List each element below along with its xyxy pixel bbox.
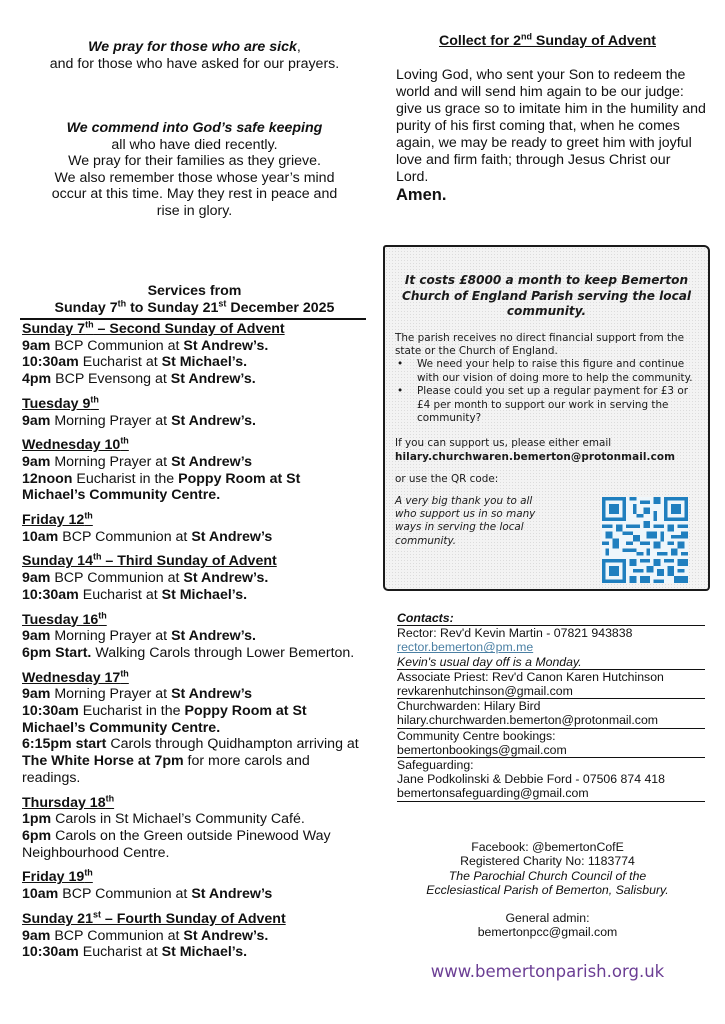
service-emphasis: 6pm [22,827,52,844]
service-emphasis: 9am [22,412,51,429]
pcc-line: Ecclesiastical Parish of Bemerton, Salisbury. [426,882,669,897]
prayer-departed-heading: We commend into God’s safe keeping [66,120,323,136]
day-name: Sunday 14 [22,553,93,570]
contacts-title: Contacts: [397,611,705,626]
services-heading-line1: Services from [147,283,242,299]
service-line [22,886,367,903]
donation-support-text: If you can support us, please either email [395,437,612,450]
day-name: Wednesday 10 [22,437,121,454]
contact-email: revkarenhutchinson@gmail.com [397,684,573,699]
day-ordinal: th [120,667,129,678]
donation-support [395,437,698,464]
contact-line: Associate Priest: Rev'd Canon Karen Hutchinson [397,669,664,684]
service-day [22,792,367,862]
service-line [22,471,367,504]
service-emphasis: 9am [22,628,51,645]
rector-day-off-note: Kevin's usual day off is a Monday. [397,654,582,669]
service-emphasis: St Andrew’s. [171,628,256,645]
service-text: Walking Carols through Lower Bemerton. [91,644,355,661]
day-name: Thursday 18 [22,794,106,811]
admin-email: bemertonpcc@gmail.com [477,925,618,940]
service-emphasis: 1pm [22,811,52,828]
service-emphasis: 9am [22,453,51,470]
service-line [22,645,367,662]
service-day-heading [22,553,277,570]
service-line [22,587,367,604]
prayer-sick-line1 [22,39,367,56]
service-day-heading [22,437,129,454]
donation-bullet: • Please could you set up a regular payment for £3 or £4 per month to support our work in serving the community? [395,385,698,425]
service-day [22,869,367,902]
contact-bookings [397,729,705,758]
service-day [22,437,367,504]
donation-thanks: A very big thank you to all who support us in so many ways in serving the local community. [395,494,536,547]
collect-body [396,67,706,205]
service-line [22,413,367,430]
contact-line: Churchwarden: Hilary Bird [397,699,541,714]
service-emphasis: St Andrew’s. [183,337,269,354]
website-link[interactable]: www.bemertonparish.org.uk [430,962,665,981]
contact-email: hilary.churchwarden.bemerton@protonmail.com [397,713,659,728]
prayer-departed [22,120,367,220]
donation-bullet: • We need your help to raise this figure and continue with our vision of doing more to help the community. [395,358,698,385]
contact-email: bemertonsafeguarding@gmail.com [397,786,589,801]
service-emphasis: St Andrew’s [171,686,252,703]
service-text: Morning Prayer at [50,412,172,429]
service-emphasis: 12noon [22,470,73,487]
donation-title: It costs £8000 a month to keep Bemerton Church of England Parish serving the local community. [401,273,692,318]
collect-title [385,33,710,49]
donation-bullets [395,358,698,425]
service-emphasis: 9am [22,570,51,587]
facebook-handle: Facebook: @bemertonCofE [471,840,624,854]
service-emphasis: 6:15pm start [22,736,107,753]
services-heading-sup: th [117,298,127,309]
service-line [22,529,367,546]
service-day [22,512,367,545]
service-line [22,944,367,961]
service-text: Eucharist at [78,586,162,603]
service-day [22,396,367,429]
service-day [22,609,367,662]
service-day-heading [22,321,285,338]
service-emphasis: St Michael’s. [161,586,248,603]
prayer-departed-line: all who have died recently. [111,136,278,153]
footer-info [385,840,710,940]
service-day-heading [22,911,286,928]
day-ordinal: th [84,510,93,521]
prayer-sick [22,39,367,72]
service-text: BCP Communion at [58,886,192,903]
pcc-line: The Parochial Church Council of the [448,868,647,883]
service-emphasis: 10:30am [22,703,79,720]
service-emphasis: St Andrew’s. [171,412,256,429]
service-text: Carols through Quidhampton arriving at [106,736,359,753]
contact-safeguarding [397,758,705,802]
service-emphasis: St Andrew’s. [170,371,256,388]
service-line [22,828,367,861]
contact-line: Rector: Rev'd Kevin Martin - 07821 943838 [397,626,633,641]
donation-email-link[interactable]: hilary.churchwaren.bemerton@protonmail.com [395,450,675,463]
prayer-departed-line: We pray for their families as they grieve. [68,153,321,170]
collect-title-sup: nd [520,31,532,42]
collect-title-part: Sunday of Advent [531,33,656,49]
day-ordinal: th [84,867,93,878]
service-emphasis: Poppy Room at St Michael’s Community Centre. [22,703,307,736]
service-day-heading [22,396,99,413]
day-ordinal: th [92,551,102,562]
service-text: Morning Prayer at [50,453,172,470]
service-day [22,911,367,961]
service-day [22,321,367,388]
service-day-heading [22,869,93,886]
services-heading-part: December 2025 [226,299,335,316]
service-emphasis: Poppy Room at St Michael’s Community Centre. [22,470,301,504]
day-name: Tuesday 9 [22,395,91,412]
spacer [385,897,710,911]
contact-churchwarden [397,699,705,728]
service-emphasis: 9am [22,686,51,703]
services-divider [20,318,366,320]
qr-code-icon[interactable] [602,497,688,583]
service-text: BCP Communion at [50,570,184,587]
service-line [22,811,367,828]
service-text: Morning Prayer at [50,628,172,645]
service-day [22,667,367,787]
contact-line: Community Centre bookings: [397,728,556,743]
contact-rector [397,626,705,670]
day-name: Sunday 21 [22,910,93,927]
service-line [22,570,367,587]
service-text: BCP Communion at [50,337,184,354]
day-name: Wednesday 17 [22,669,121,686]
service-emphasis: St Andrew’s. [183,927,269,944]
day-name: Sunday 7 [22,321,86,337]
service-text: Eucharist at [78,354,162,371]
service-text: Eucharist in the [78,703,185,720]
service-line [22,736,367,786]
day-name: Friday 12 [22,512,85,529]
collect-amen: Amen. [396,186,447,204]
prayer-departed-line: We also remember those whose year’s mind [54,169,335,186]
day-name: Friday 19 [22,869,85,886]
service-emphasis: St Michael’s. [161,944,248,961]
service-emphasis: 10am [22,528,59,545]
service-line [22,628,367,645]
service-emphasis: St Michael’s. [161,354,248,371]
admin-label: General admin: [505,911,590,926]
service-day [22,553,367,603]
services-heading-part: to Sunday 21 [126,299,219,316]
service-emphasis: 4pm [22,371,52,388]
service-text: BCP Communion at [58,528,192,545]
service-day-heading [22,792,115,812]
service-text: Eucharist at [78,944,162,961]
day-title: – Fourth Sunday of Advent [100,910,286,927]
prayer-departed-line: occur at this time. May they rest in peace and [51,186,338,203]
contact-line: Safeguarding: [397,758,474,773]
service-emphasis: St Andrew’s [191,528,273,545]
day-ordinal: th [105,792,115,803]
services-heading [22,283,367,317]
service-emphasis: 10:30am [22,586,79,603]
collect-title-part: Collect for 2 [438,33,521,49]
services-list [22,321,367,969]
contacts-section [397,611,705,802]
service-day-heading [22,512,93,529]
service-line [22,454,367,471]
service-emphasis: St Andrew’s. [183,570,269,587]
collect-text: Loving God, who sent your Son to redeem the world and will send him again to be our judge: give us grace so to imitate him in the humility and purity of his first coming that, when he comes again, we may be ready to greet him with joyful love and firm faith; through Jesus Christ our Lord. [396,67,706,185]
service-text: Carols on the Green outside Pinewood Way Neighbourhood Centre. [22,827,331,861]
services-heading-sup: st [218,298,227,309]
service-line [22,371,367,388]
services-heading-line2 [22,300,367,317]
service-line [22,338,367,355]
service-day-heading [22,667,129,687]
donation-intro: The parish receives no direct financial support from the state or the Church of England. [395,331,684,357]
service-text: Carols in St Michael’s Community Café. [51,811,305,828]
service-emphasis: 10am [22,886,59,903]
service-line [22,686,367,703]
donation-box [383,245,710,591]
service-emphasis: 9am [22,337,51,354]
service-line [22,928,367,945]
service-text: Eucharist in the [72,470,179,487]
donation-qr-text: or use the QR code: [395,473,499,486]
service-emphasis: St Andrew’s [191,886,273,903]
day-ordinal: th [90,394,99,405]
day-title: – Third Sunday of Advent [101,553,277,570]
prayer-sick-comma: , [296,39,301,55]
contact-line: Jane Podkolinski & Debbie Ford - 07506 874 418 [397,772,665,787]
service-emphasis: 10:30am [22,944,79,961]
prayer-sick-line2: and for those who have asked for our prayers. [49,55,340,72]
services-heading-part: Sunday 7 [54,299,118,316]
charity-number: Registered Charity No: 1183774 [460,854,635,869]
service-text: BCP Evensong at [51,371,171,388]
service-line [22,703,367,736]
prayer-sick-heading: We pray for those who are sick [88,39,297,55]
service-text: Morning Prayer at [50,686,172,703]
service-text: for more carols and readings. [22,753,310,786]
rector-email-link[interactable]: rector.bemerton@pm.me [397,640,534,655]
service-text: BCP Communion at [50,927,184,944]
prayer-departed-line: rise in glory. [156,202,233,219]
day-ordinal: th [120,435,129,446]
service-emphasis: 9am [22,927,51,944]
service-emphasis: 10:30am [22,354,79,371]
day-ordinal: st [92,909,101,920]
day-ordinal: th [85,319,94,330]
day-ordinal: th [98,609,107,620]
service-line [22,354,367,371]
day-name: Tuesday 16 [22,611,99,628]
service-emphasis: 6pm Start. [22,644,92,661]
service-emphasis: The White Horse at 7pm [22,753,184,770]
day-title: – Second Sunday of Advent [93,321,285,337]
service-day-heading [22,609,107,629]
service-emphasis: St Andrew’s [171,453,252,470]
contact-associate-priest [397,670,705,699]
contact-email: bemertonbookings@gmail.com [397,742,567,757]
